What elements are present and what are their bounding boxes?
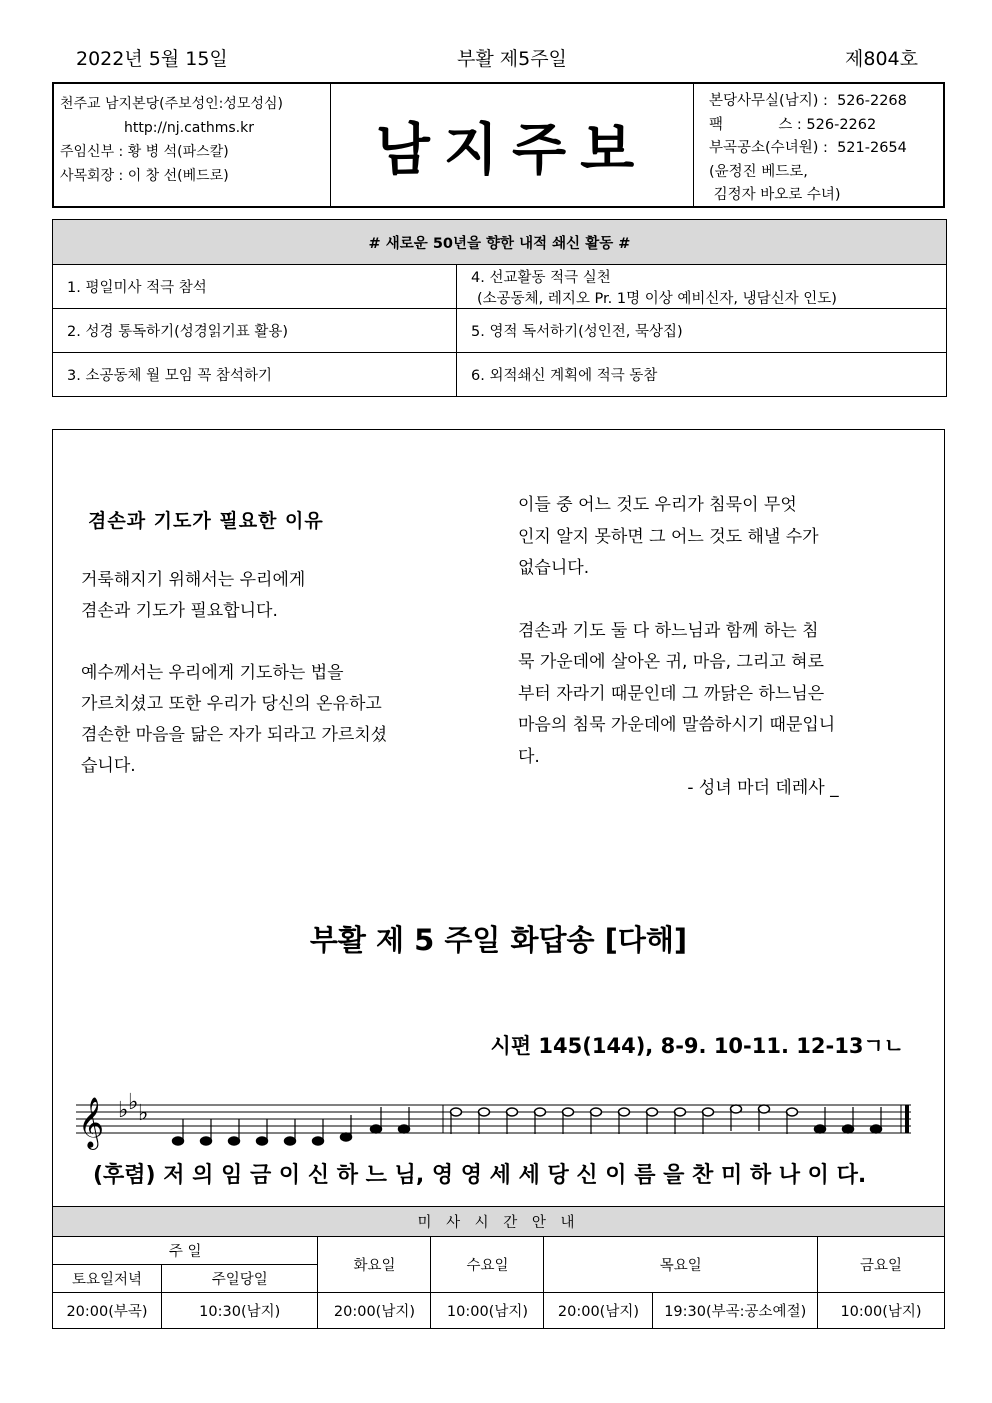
note-head-icon: [787, 1108, 798, 1116]
renewal-activities-table: [52, 219, 947, 397]
note-head-icon: [843, 1125, 854, 1133]
psalm-lyrics: (후렴) 저 의 임 금 이 신 하 느 님, 영 영 세 세 당 신 이 름 을 찬 미 하 나 이 다.: [93, 1163, 867, 1188]
activity-4-detail: (소공동체, 레지오 Pr. 1명 이상 예비신자, 냉담신자 인도): [477, 290, 837, 307]
flat-sign-icon: ♭: [118, 1098, 129, 1123]
note-head-icon: [399, 1125, 410, 1133]
church-name: 천주교 남지본당(주보성인:성모성심): [60, 96, 283, 112]
note-head-icon: [229, 1137, 240, 1145]
note-head-icon: [731, 1105, 742, 1113]
note-head-icon: [815, 1125, 826, 1133]
table-row: [53, 353, 947, 397]
activities-title: # 새로운 50년을 향한 내적 쇄신 활동 #: [53, 220, 947, 265]
time-thursday-1: 20:00(남지): [544, 1293, 653, 1329]
article-title: 겸손과 기도가 필요한 이유: [88, 510, 324, 532]
text-line: 없습니다.: [518, 558, 590, 578]
flat-sign-icon: ♭: [138, 1101, 149, 1126]
article-paragraph-1: [81, 565, 481, 627]
top-line: [0, 44, 992, 74]
note-head-icon: [675, 1108, 686, 1116]
activity-4-label: 4. 선교활동 적극 실천: [471, 269, 611, 286]
contact-mission: 부곡공소(수녀원) : 521-2654: [709, 140, 907, 156]
text-line: 인지 알지 못하면 그 어느 것도 해낼 수가: [518, 526, 819, 547]
contact-note-2: 김정자 바오로 수녀): [709, 187, 841, 203]
article-paragraph-3: [518, 490, 938, 585]
note-head-icon: [313, 1137, 324, 1145]
thursday-header: 목요일: [544, 1237, 818, 1293]
issue-number: 제804호: [845, 48, 918, 70]
mass-title: 미 사 시 간 안 내: [53, 1207, 945, 1237]
psalm-title: 부활 제 5 주일 화답송 [다해]: [309, 923, 688, 957]
table-row: [53, 309, 947, 353]
tuesday-header: 화요일: [318, 1237, 431, 1293]
table-row: [53, 1237, 945, 1265]
table-row: [53, 265, 947, 309]
activity-4: [457, 265, 947, 309]
article-paragraph-4: [518, 616, 938, 774]
flat-sign-icon: ♭: [128, 1090, 139, 1115]
note-head-icon: [479, 1108, 490, 1116]
masthead: [52, 82, 945, 208]
sunday-day-header: 주일당일: [162, 1265, 318, 1293]
note-head-icon: [563, 1108, 574, 1116]
brand-cell: [331, 84, 694, 206]
note-head-icon: [341, 1133, 352, 1141]
note-head-icon: [619, 1108, 630, 1116]
church-url[interactable]: http://nj.cathms.kr: [124, 120, 254, 136]
note-head-icon: [451, 1108, 462, 1116]
text-line: 겸손한 마음을 닮은 자가 되라고 가르치셨: [81, 725, 388, 745]
treble-clef-icon: 𝄞: [78, 1097, 105, 1148]
contact-fax: 팩 스 : 526-2262: [709, 116, 877, 133]
article-left-column: [81, 506, 481, 813]
text-line: 마음의 침묵 가운데에 말씀하시기 때문입니: [518, 715, 836, 735]
activity-2: 2. 성경 통독하기(성경읽기표 활용): [53, 309, 457, 353]
table-row: [53, 1293, 945, 1329]
article-paragraph-2: [81, 658, 481, 782]
note-head-icon: [591, 1108, 602, 1116]
article-right-column: [518, 490, 938, 805]
note-head-icon: [257, 1137, 268, 1145]
text-line: 가르치셨고 또한 우리가 당신의 온유하고: [81, 694, 382, 714]
time-saturday: 20:00(부곡): [53, 1293, 162, 1329]
note-head-icon: [759, 1105, 770, 1113]
church-info: [54, 84, 331, 206]
friday-header: 금요일: [818, 1237, 945, 1293]
text-line: 겸손과 기도 둘 다 하느님과 함께 하는 침: [518, 620, 819, 641]
activity-1: 1. 평일미사 적극 참석: [53, 265, 457, 309]
note-head-icon: [371, 1125, 382, 1133]
liturgical-week: 부활 제5주일: [457, 48, 567, 70]
time-sunday: 10:30(남지): [162, 1293, 318, 1329]
text-line: 거룩해지기 위해서는 우리에게: [81, 570, 306, 590]
bulletin-title: 남지주보: [375, 117, 649, 183]
text-line: 묵 가운데에 살아온 귀, 마음, 그리고 혀로: [518, 652, 824, 672]
text-line: 부터 자라기 때문인데 그 까닭은 하느님은: [518, 683, 825, 704]
contact-info: [693, 84, 943, 206]
text-line: 이들 중 어느 것도 우리가 침묵이 무엇: [518, 495, 797, 515]
text-line: 습니다.: [81, 756, 136, 776]
time-thursday-2: 19:30(부곡:공소예절): [653, 1293, 818, 1329]
note-head-icon: [201, 1137, 212, 1145]
contact-note-1: (윤정진 베드로,: [709, 163, 808, 180]
note-head-icon: [535, 1108, 546, 1116]
contact-office: 본당사무실(남지) : 526-2268: [709, 93, 907, 109]
text-line: 예수께서는 우리에게 기도하는 법을: [81, 663, 344, 683]
council-chair: 사목회장 : 이 창 선(베드로): [60, 168, 229, 184]
activity-5: 5. 영적 독서하기(성인전, 묵상집): [457, 309, 947, 353]
psalm-reference: 시편 145(144), 8-9. 10-11. 12-13ㄱㄴ: [490, 1034, 904, 1058]
text-line: 다.: [518, 746, 540, 767]
music-staff: [76, 1085, 926, 1155]
note-head-icon: [285, 1137, 296, 1145]
note-head-icon: [647, 1108, 658, 1116]
text-line: 겸손과 기도가 필요합니다.: [81, 601, 278, 621]
mass-schedule-table: [52, 1206, 945, 1329]
activity-6: 6. 외적쇄신 계획에 적극 동참: [457, 353, 947, 397]
article-signature: - 성녀 마더 데레사 _: [687, 778, 839, 798]
time-tuesday: 20:00(남지): [318, 1293, 431, 1329]
wednesday-header: 수요일: [431, 1237, 544, 1293]
note-head-icon: [173, 1137, 184, 1145]
time-friday: 10:00(남지): [818, 1293, 945, 1329]
note-head-icon: [507, 1108, 518, 1116]
bulletin-date: 2022년 5월 15일: [76, 48, 228, 70]
note-head-icon: [871, 1125, 882, 1133]
note-head-icon: [703, 1108, 714, 1116]
activity-3: 3. 소공동체 월 모임 꼭 참석하기: [53, 353, 457, 397]
main-content-box: [52, 429, 945, 1207]
sunday-header: 주 일: [53, 1237, 318, 1265]
pastor: 주임신부 : 황 병 석(파스칼): [60, 144, 229, 160]
saturday-evening-header: 토요일저녁: [53, 1265, 162, 1293]
time-wednesday: 10:00(남지): [431, 1293, 544, 1329]
